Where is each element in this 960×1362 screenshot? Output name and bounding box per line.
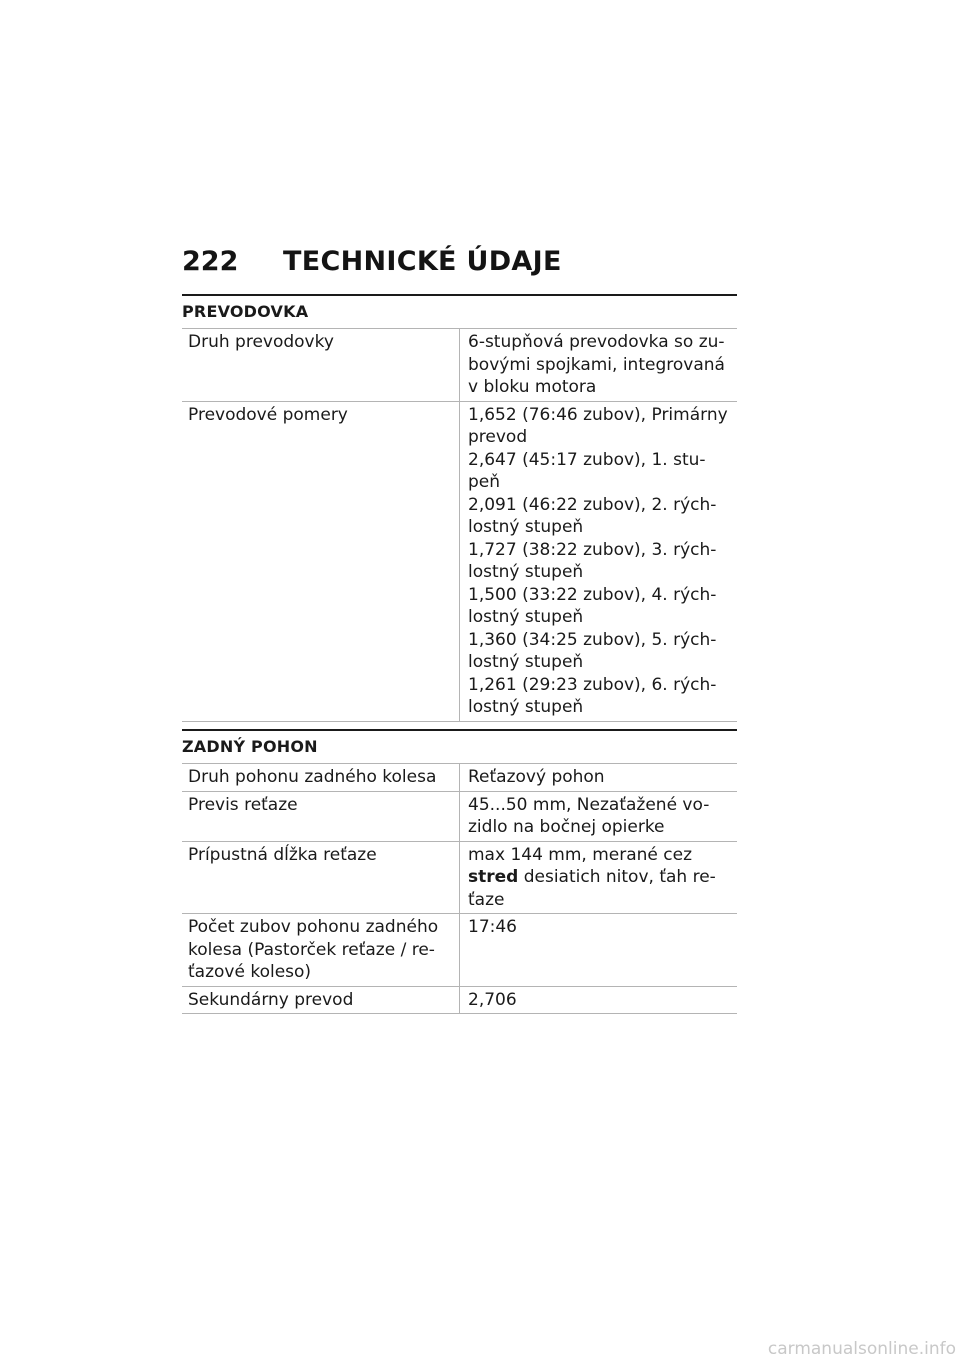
value-line: lostný stupeň: [468, 562, 584, 582]
value-line: bovými spojkami, integrovaná: [468, 354, 725, 375]
value-line: lostný stupeň: [468, 652, 584, 672]
value-line: 1,500 (33:22 zubov), 4. rých-: [468, 584, 717, 605]
bold-word: stred: [468, 867, 519, 887]
value-line: zidlo na bočnej opierke: [468, 817, 665, 837]
value-line: 2,706: [468, 989, 517, 1010]
section-title: ZADNÝ POHON: [182, 731, 737, 764]
chapter-title: TECHNICKÉ ÚDAJE: [283, 246, 562, 277]
spec-label: Počet zubov pohonu zadného kolesa (Pastorček reťaze / re-ťazové koleso): [182, 914, 460, 987]
value-line: lostný stupeň: [468, 607, 584, 627]
spec-value: [460, 914, 738, 987]
table-row: [182, 791, 737, 841]
value-line: lostný stupeň: [468, 697, 584, 717]
value-line: 1,652 (76:46 zubov), Primárny: [468, 404, 728, 425]
spec-value: [460, 329, 738, 401]
value-line: ťaze: [468, 889, 505, 910]
table-row: [182, 986, 737, 1014]
value-line: 45...50 mm, Nezaťažené vo-: [468, 794, 710, 815]
section-zadny-pohon: [182, 729, 737, 1014]
spec-table-zadny-pohon: [182, 764, 737, 1014]
spec-label: Sekundárny prevod: [182, 986, 460, 1014]
table-row: [182, 764, 737, 791]
spec-label: Prípustná dĺžka reťaze: [182, 841, 460, 914]
value-line: 17:46: [468, 917, 517, 937]
table-row: [182, 914, 737, 987]
spec-value: [460, 791, 738, 841]
spec-label: Druh pohonu zadného kolesa: [182, 764, 460, 791]
spec-table-prevodovka: [182, 329, 737, 722]
value-line: 1,261 (29:23 zubov), 6. rých-: [468, 674, 717, 695]
spec-label: Previs reťaze: [182, 791, 460, 841]
value-line: peň: [468, 472, 501, 492]
value-text: desiatich nitov, ťah re-: [518, 867, 716, 887]
value-line: prevod: [468, 427, 528, 447]
table-row: [182, 401, 737, 721]
spec-value: [460, 986, 738, 1014]
section-prevodovka: [182, 294, 737, 722]
page-number: 222: [182, 246, 239, 277]
value-line: [468, 866, 733, 889]
table-row: [182, 329, 737, 401]
spec-value: [460, 401, 738, 721]
spec-value: [460, 764, 738, 791]
table-row: [182, 841, 737, 914]
value-line: 6-stupňová prevodovka so zu-: [468, 332, 725, 352]
value-line: v bloku motora: [468, 377, 597, 397]
value-line: lostný stupeň: [468, 517, 584, 537]
value-line: 2,647 (45:17 zubov), 1. stu-: [468, 449, 706, 470]
spec-value: [460, 841, 738, 914]
value-line: max 144 mm, merané cez: [468, 844, 693, 865]
spec-label: Prevodové pomery: [182, 401, 460, 721]
value-line: 2,091 (46:22 zubov), 2. rých-: [468, 494, 717, 515]
page-header: [182, 246, 738, 278]
section-title: PREVODOVKA: [182, 296, 737, 329]
watermark: carmanualsonline.info: [767, 1339, 956, 1359]
value-line: Reťazový pohon: [468, 767, 605, 787]
value-line: 1,727 (38:22 zubov), 3. rých-: [468, 539, 717, 560]
spec-label: Druh prevodovky: [182, 329, 460, 401]
value-line: 1,360 (34:25 zubov), 5. rých-: [468, 629, 717, 650]
